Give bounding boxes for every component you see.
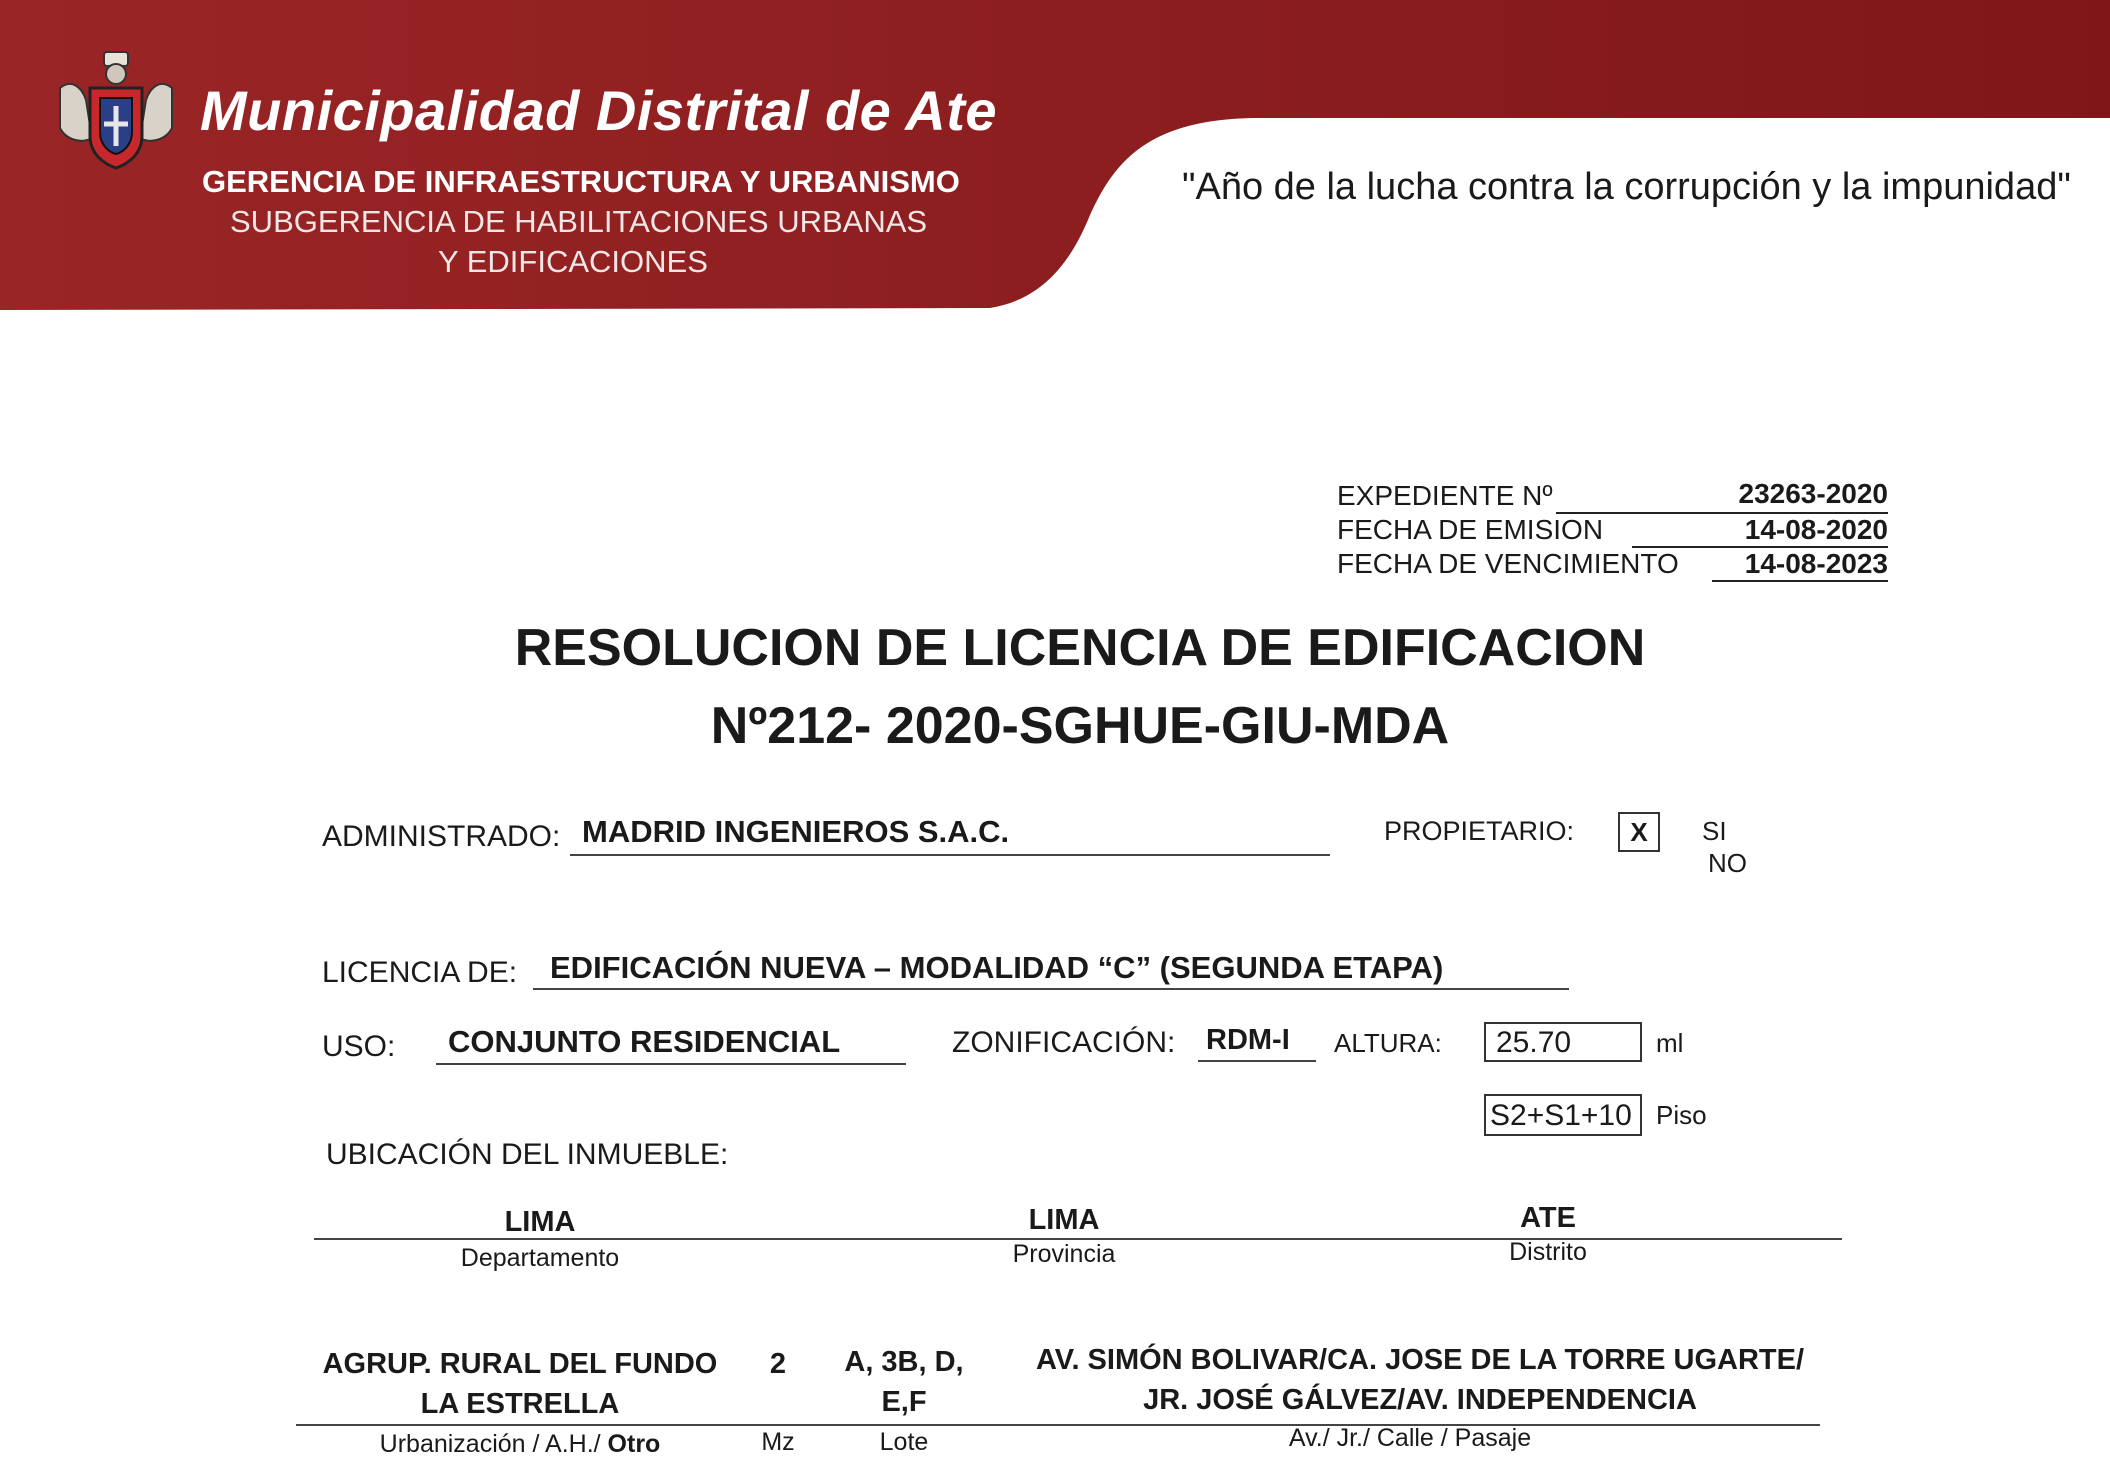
emision-value: 14-08-2020 [1744,514,1888,545]
mz-value: 2 [769,1348,787,1380]
pisos-unit: Piso [1656,1100,1707,1130]
vencimiento-value: 14-08-2023 [1744,548,1888,579]
expediente-value: 23263-2020 [1738,478,1888,509]
via-line2: JR. JOSÉ GÁLVEZ/AV. INDEPENDENCIA [1143,1384,1697,1416]
uso-underline [436,1063,906,1065]
uso-label: USO: [322,1030,396,1063]
year-motto: "Año de la lucha contra la corrupción y la impunidad" [1182,166,2071,208]
header-banner [0,0,2110,310]
no-label: NO [1708,848,1747,878]
uso-value: CONJUNTO RESIDENCIAL [448,1024,841,1059]
distrito-value: ATE [1520,1202,1576,1234]
administrado-value: MADRID INGENIEROS S.A.C. [582,814,1010,849]
emision-label: FECHA DE EMISION [1337,514,1604,545]
departamento-value: LIMA [504,1206,576,1238]
altura-label: ALTURA: [1334,1028,1442,1058]
departamento-caption: Departamento [460,1244,620,1272]
subgerencia-line2: Y EDIFICACIONES [438,244,708,279]
distrito-caption: Distrito [1509,1238,1587,1266]
propietario-label: PROPIETARIO: [1384,816,1575,846]
resolution-title: RESOLUCION DE LICENCIA DE EDIFICACION [514,619,1646,677]
urbanizacion-caption-prefix: Urbanización / A.H./ [379,1430,601,1458]
zonificacion-underline [1198,1060,1316,1062]
mz-caption: Mz [761,1428,795,1456]
altura-unit: ml [1656,1028,1684,1058]
altura-field[interactable]: 25.70 [1484,1022,1642,1062]
via-line1: AV. SIMÓN BOLIVAR/CA. JOSE DE LA TORRE UGARTE/ [1035,1344,1805,1376]
municipality-name: Municipalidad Distrital de Ate [200,79,998,142]
subgerencia-line1: SUBGERENCIA DE HABILITACIONES URBANAS [230,204,928,239]
via-caption: Av./ Jr./ Calle / Pasaje [1288,1424,1532,1452]
urbanizacion-line1: AGRUP. RURAL DEL FUNDO [322,1348,718,1380]
provincia-caption: Provincia [1012,1240,1116,1268]
pisos-field[interactable]: S2+S1+10 [1484,1094,1642,1136]
gerencia-name: GERENCIA DE INFRAESTRUCTURA Y URBANISMO [202,164,960,199]
propietario-si-checkbox[interactable]: X [1618,812,1660,852]
licencia-value: EDIFICACIÓN NUEVA – MODALIDAD “C” (SEGUNDA ETAPA) [550,950,1444,985]
resolution-number: Nº212- 2020-SGHUE-GIU-MDA [710,697,1450,755]
vencimiento-label: FECHA DE VENCIMIENTO [1337,548,1679,579]
expediente-label: EXPEDIENTE Nº [1337,480,1553,511]
municipal-seal-icon [52,48,180,172]
vencimiento-underline [1712,580,1888,582]
licencia-label: LICENCIA DE: [322,956,518,989]
administrado-underline [570,854,1330,856]
licencia-underline [533,988,1569,990]
provincia-value: LIMA [1028,1204,1100,1236]
lote-line2: E,F [881,1386,927,1418]
ubicacion-label: UBICACIÓN DEL INMUEBLE: [326,1138,729,1171]
urbanizacion-line2: LA ESTRELLA [420,1388,620,1420]
lote-line1: A, 3B, D, [844,1346,964,1378]
zonificacion-label: ZONIFICACIÓN: [952,1026,1176,1059]
zonificacion-value: RDM-I [1206,1024,1290,1056]
administrado-label: ADMINISTRADO: [322,820,561,853]
urbanizacion-caption [300,1430,740,1459]
si-label: SI [1702,816,1727,846]
urbanizacion-caption-otro: Otro [607,1430,661,1458]
lote-caption: Lote [879,1428,929,1456]
